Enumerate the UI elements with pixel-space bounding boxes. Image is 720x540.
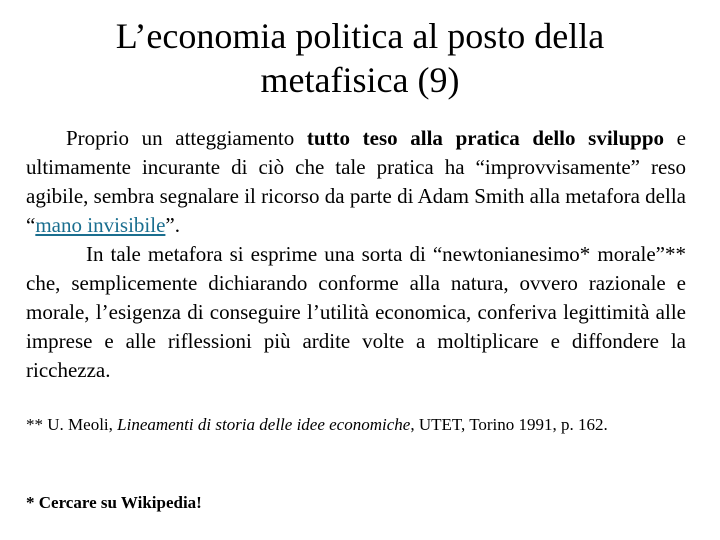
footnote-prefix: ** U. Meoli, [26,415,118,434]
footnote-suffix: , UTET, Torino 1991, p. 162. [410,415,608,434]
title-line-2: metafisica (9) [260,60,460,100]
footnote-citation [26,412,688,437]
paragraph-2: In tale metafora si esprime una sorta di “newtonianesimo* morale”** che, semplicemente dichiarando conforme alla natura, ovvero razionale e morale, l’esigenza di conseguire l’utilità economica, conferiva legittimità alle imprese e alle riflessioni più ardite volte a moltiplicare e diffondere la ricchezza. [26,242,686,382]
paragraph-1-bold: tutto teso alla pratica dello sviluppo [306,126,665,150]
footnote-book-title: Lineamenti di storia delle idee economiche [117,415,411,434]
body-text [26,124,686,385]
mano-invisibile-link[interactable]: mano invisibile [35,213,166,237]
slide-title [20,14,700,102]
paragraph-1-part-2: e ultimamente incurante di ciò che tale pratica ha “improvvisamente” reso agibile, sembra segnalare il ricorso da parte di Adam Smith alla metafora della “ [26,126,686,237]
title-line-1: L’economia politica al posto della [115,16,605,56]
wikipedia-note: * Cercare su Wikipedia! [26,493,202,512]
paragraph-1 [26,124,686,240]
paragraph-1-part-1: Proprio un atteggiamento [66,126,307,150]
paragraph-1-part-3: ”. [165,213,180,237]
